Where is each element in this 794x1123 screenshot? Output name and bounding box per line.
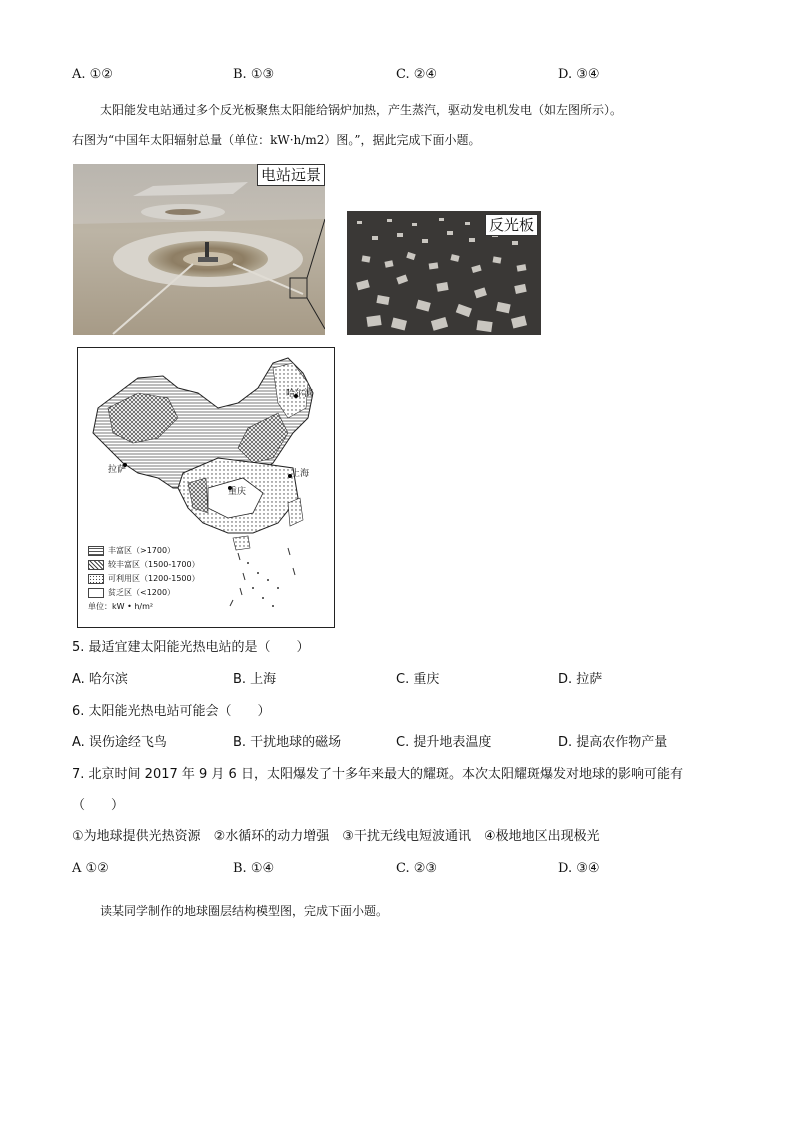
q5-option-a: A. 哈尔滨 [72, 672, 128, 687]
legend-label-fairly-rich: 较丰富区（1500-1700） [108, 560, 200, 569]
q7-statements: ①为地球提供光热资源 ②水循环的动力增强 ③干扰无线电短波通讯 ④极地地区出现极光 [72, 829, 600, 844]
china-radiation-map [77, 347, 335, 628]
station-label: 电站远景 [257, 164, 325, 186]
legend-poor [88, 586, 200, 600]
legend-unit: 单位：kW • h/m² [88, 602, 154, 611]
q7-stem: 7. 北京时间 2017 年 9 月 6 日，太阳爆发了十多年来最大的耀斑。本次太阳耀斑爆发对地球的影响可能有 [72, 767, 683, 782]
map-legend [88, 544, 200, 614]
q6-stem: 6. 太阳能光热电站可能会（ ） [72, 704, 271, 719]
city-chongqing: 重庆 [228, 487, 247, 497]
q6-option-d: D. 提高农作物产量 [558, 735, 668, 750]
q6-option-b: B. 干扰地球的磁场 [233, 735, 342, 750]
legend-swatch-poor [88, 588, 104, 598]
q5-option-c: C. 重庆 [396, 672, 440, 687]
station-photo [73, 164, 325, 335]
q5-stem: 5. 最适宜建太阳能光热电站的是（ ） [72, 640, 310, 655]
legend-rich [88, 544, 200, 558]
legend-label-poor: 贫乏区（<1200） [108, 588, 176, 597]
q7-option-b: B. ①④ [233, 861, 275, 876]
q7-bracket: （ ） [72, 798, 125, 813]
legend-swatch-usable [88, 574, 104, 584]
q5-option-d: D. 拉萨 [558, 672, 603, 687]
legend-label-usable: 可利用区（1200-1500） [108, 574, 200, 583]
q7-option-c: C. ②③ [396, 861, 438, 876]
reflector-photo [347, 211, 541, 335]
legend-label-rich: 丰富区（>1700） [108, 546, 176, 555]
q6-option-c: C. 提升地表温度 [396, 735, 492, 750]
city-harbin: 哈尔滨 [286, 389, 314, 399]
q4-option-d: D. ③④ [558, 67, 600, 82]
reflector-label: 反光板 [485, 214, 538, 236]
q7-option-a: A ①② [72, 861, 109, 876]
q5-option-b: B. 上海 [233, 672, 277, 687]
legend-fairly-rich [88, 558, 200, 572]
q4-option-c: C. ②④ [396, 67, 438, 82]
intro-line-2: 右图为“中国年太阳辐射总量（单位：kW·h/m2）图。”，据此完成下面小题。 [72, 133, 481, 147]
legend-swatch-fairly-rich [88, 560, 104, 570]
outro-text: 读某同学制作的地球圈层结构模型图，完成下面小题。 [100, 904, 389, 918]
legend-usable [88, 572, 200, 586]
city-shanghai: 上海 [291, 469, 310, 479]
q6-option-a: A. 误伤途经飞鸟 [72, 735, 167, 750]
city-lhasa: 拉萨 [108, 465, 127, 475]
q4-option-b: B. ①③ [233, 67, 275, 82]
legend-swatch-rich [88, 546, 104, 556]
intro-line-1: 太阳能发电站通过多个反光板聚焦太阳能给锅炉加热，产生蒸汽，驱动发电机发电（如左图所示）。 [100, 103, 623, 117]
q4-option-a: A. ①② [72, 67, 113, 82]
q7-option-d: D. ③④ [558, 861, 600, 876]
